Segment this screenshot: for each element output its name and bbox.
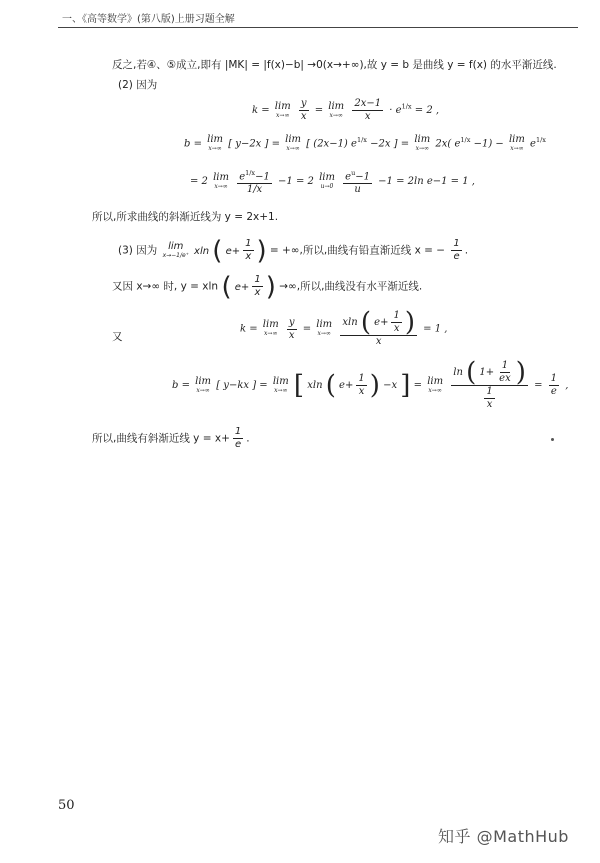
conclusion3-prefix: 所以,曲线有斜渐近线 y = x+	[92, 432, 230, 445]
page-number: 50	[58, 798, 75, 813]
formula-k-part2: k = lim x→∞ $\frac{y}{x}$ = lim x→∞ $\frac{2x-1}{x}$ · $e^{1/x} = 2$ ,	[252, 98, 440, 122]
conclusion-part2: 所以,所求曲线的斜渐近线为 y = 2x+1.	[92, 211, 279, 223]
formula-vertical-limit: lim x→−1/e⁺ xln ( e+ $\frac{1}{x}$ )	[162, 235, 267, 266]
horiz-suffix: →∞,所以,曲线没有水平渐近线.	[279, 280, 423, 293]
part3-intro-suffix: = +∞,所以,曲线有铅直渐近线 x = −	[269, 244, 446, 257]
paragraph-line1: 反之,若④、⑤成立,即有 |MK| = |f(x)−b| →0(x→+∞),故 y = b 是曲线 y = f(x) 的水平渐近线.	[112, 59, 557, 71]
stray-mark	[551, 438, 554, 441]
conclusion-part3: 所以,曲线有斜渐近线 y = x+ $\frac{1}{e}$ .	[92, 426, 250, 450]
part3-intro-prefix: (3) 因为	[118, 244, 158, 257]
formula-b-part3: b = lim x→∞ [ y−kx ] = lim x→∞ [ xln ( e+ $\frac{1}{x}$ ) −x ] = lim x→∞ ln ( 1+ $\frac{1}{ex}$ ) $\frac{1}{x}$ = $\frac{1}{e}$ ,	[172, 357, 569, 410]
header-divider	[58, 27, 578, 28]
part3-intro: (3) 因为 lim x→−1/e⁺ xln ( e+ $\frac{1}{x}$ ) = +∞,所以,曲线有铅直渐近线 x = − $\frac{1}{e}$ .	[118, 235, 469, 266]
part2-label: (2) 因为	[118, 79, 158, 91]
horiz-prefix: 又因 x→∞ 时, y = xln	[112, 280, 219, 293]
formula-b-part2-line2: = 2 lim x→∞ $\frac{e^{1/x}-1}{1/x}$ −1 = 2 lim u→0 $\frac{e^u-1}{u}$ −1 = 2ln e−1 = 1 ,	[190, 169, 475, 196]
you-label: 又	[112, 331, 123, 343]
formula-b-part2-line1: b = lim x→∞ [ y−2x ] = lim x→∞ [ (2x−1) $e^{1/x} -2x$ ] = lim x→∞ 2x( $e^{1/x} -1$) − lim x→∞ $e^{1/x}$	[184, 134, 546, 152]
page-header: 一、《高等数学》(第八版)上册习题全解	[62, 14, 235, 25]
no-horizontal-asymptote: 又因 x→∞ 时, y = xln ( e+ $\frac{1}{x}$ ) →∞,所以,曲线没有水平渐近线.	[112, 271, 423, 302]
watermark: 知乎 @MathHub	[438, 827, 569, 846]
formula-k-part3: k = lim x→∞ $\frac{y}{x}$ = lim x→∞ xln ( e+ $\frac{1}{x}$ ) x = 1 ,	[240, 307, 448, 347]
